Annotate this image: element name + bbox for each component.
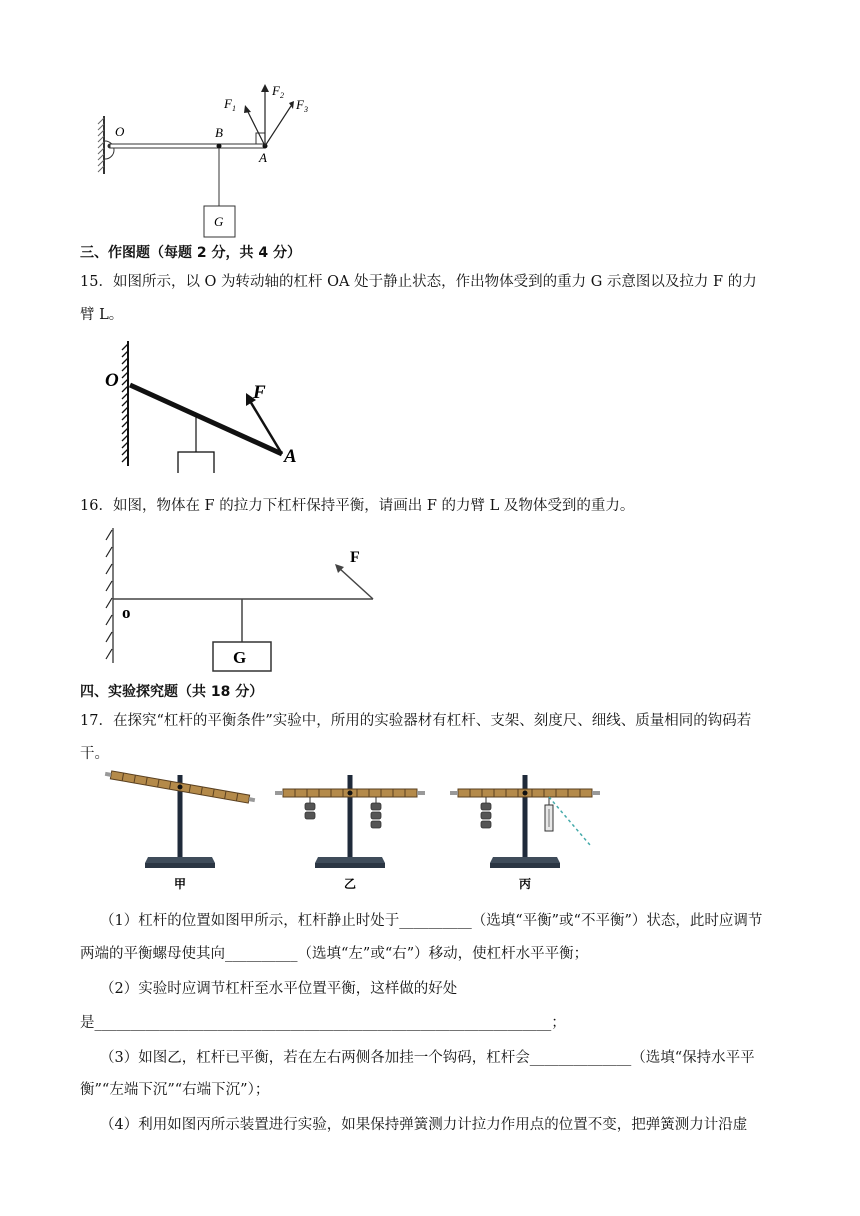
setup-yi bbox=[275, 775, 425, 891]
q17-part4-line1: （4）利用如图丙所示装置进行实验，如果保持弹簧测力计拉力作用点的位置不变，把弹簧测力计沿虚 bbox=[100, 1117, 748, 1133]
lever-figure-16 bbox=[95, 525, 385, 677]
q17-part1-line2: 两端的平衡螺母使其向__________（选填“左”或“右”）移动，使杠杆水平平衡； bbox=[80, 946, 589, 962]
setup-jia bbox=[104, 770, 255, 891]
fig17-label-bing: 丙 bbox=[519, 877, 532, 891]
fig14-label-F2: $F_2$ bbox=[272, 83, 284, 100]
q16-text: 16．如图，物体在 F 的拉力下杠杆保持平衡，请画出 F 的力臂 L 及物体受到的重力。 bbox=[80, 498, 635, 514]
lever-figure-15 bbox=[100, 338, 310, 473]
fig16-label-o: o bbox=[122, 603, 131, 622]
fig14-label-F1: $F_1$ bbox=[224, 96, 236, 113]
fig16-label-F: F bbox=[350, 549, 360, 566]
fig15-label-F: F bbox=[253, 382, 266, 403]
fig14-label-A: A bbox=[259, 150, 267, 165]
q17-part1-line1: （1）杠杆的位置如图甲所示，杠杆静止时处于__________（选填“平衡”或“不平衡”）状态，此时应调节 bbox=[100, 913, 763, 929]
q17-text-line2: 干。 bbox=[80, 746, 109, 762]
section4-heading: 四、实验探究题（共 18 分） bbox=[80, 684, 264, 700]
fig14-label-G: G bbox=[214, 214, 224, 229]
fig17-label-yi: 乙 bbox=[344, 877, 357, 891]
setup-bing bbox=[450, 775, 600, 891]
fig14-label-B: B bbox=[215, 125, 223, 140]
fig15-label-O: O bbox=[105, 370, 119, 391]
lever-experiment-figure bbox=[100, 745, 610, 900]
fig16-label-G: G bbox=[233, 648, 247, 667]
fig17-label-jia: 甲 bbox=[174, 877, 187, 891]
fig14-label-F3: $F_3$ bbox=[296, 97, 308, 114]
q15-text-line2: 臂 L。 bbox=[80, 307, 124, 323]
q17-part2-line1: （2）实验时应调节杠杆至水平位置平衡，这样做的好处 bbox=[100, 981, 458, 997]
fig15-label-A: A bbox=[284, 446, 297, 467]
q17-part3-line2: 衡”“左端下沉”“右端下沉”）； bbox=[80, 1082, 270, 1098]
fig14-label-O: O bbox=[115, 124, 125, 139]
lever-figure-14 bbox=[95, 78, 325, 243]
q17-text-line1: 17．在探究“杠杆的平衡条件”实验中，所用的实验器材有杠杆、支架、刻度尺、细线、质量相同的钩码若 bbox=[80, 713, 752, 729]
q17-part3-line1: （3）如图乙，杠杆已平衡，若在左右两侧各加挂一个钩码，杠杆会______________（选填“保持水平平 bbox=[100, 1050, 755, 1066]
q17-part2-line2: 是_______________________________________________________________； bbox=[80, 1015, 566, 1031]
q15-text-line1: 15．如图所示，以 O 为转动轴的杠杆 OA 处于静止状态，作出物体受到的重力 G 示意图以及拉力 F 的力 bbox=[80, 274, 757, 290]
section3-heading: 三、作图题（每题 2 分，共 4 分） bbox=[80, 245, 301, 261]
